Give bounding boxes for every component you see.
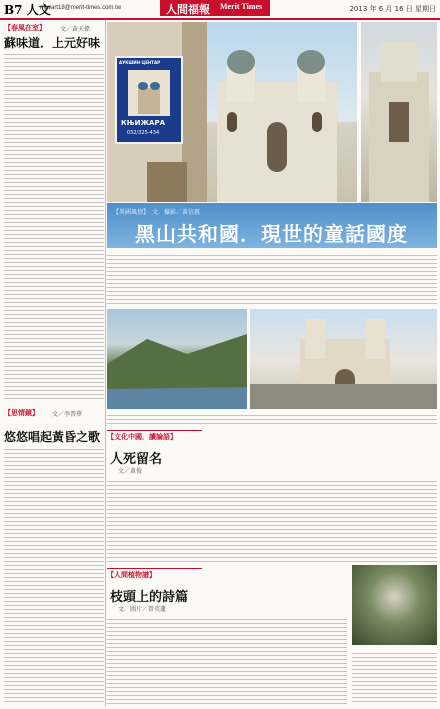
church-photo — [107, 22, 357, 202]
article-title: 人死留名 — [110, 452, 163, 467]
sign-text: КЊИЖАРА — [121, 119, 166, 127]
sign-church-icon — [128, 70, 170, 116]
section-label: 【思情鏡】 — [4, 409, 39, 417]
newspaper-logo — [160, 0, 270, 16]
cathedral-photo — [250, 309, 437, 409]
page-header — [0, 0, 440, 20]
section-email[interactable]: mtwart18@merit-times.com.tw — [40, 5, 122, 11]
byline: 文／黃俊 — [118, 468, 143, 475]
logo-chinese: 人間福報 — [166, 3, 210, 16]
bay-photo — [107, 309, 247, 409]
street-photo — [361, 22, 437, 202]
sign-text: АУКШИН ЦЕНТАР — [119, 60, 161, 65]
page-section: B7 人文 — [4, 3, 51, 17]
article-body — [107, 252, 437, 306]
article-body — [107, 412, 437, 426]
section-label: 【異國風情】 文．攝影／黃信惠 — [113, 209, 201, 216]
article-body — [4, 51, 104, 401]
bookstore-sign — [115, 56, 183, 144]
column-divider — [105, 20, 106, 706]
article-title: 悠悠唱起黃昏之歌 — [4, 430, 101, 444]
feature-title: 黑山共和國．現世的童話國度 — [135, 222, 408, 246]
tree-photo — [352, 565, 437, 645]
issue-date: 2013 年 6 月 16 日 星期日 — [349, 5, 436, 13]
sign-phone: 032/325-434 — [127, 130, 160, 136]
byline: 文．圖片／曾英蓮 — [118, 606, 167, 613]
section-label: 【春風在室】 — [4, 24, 46, 32]
section-label: 【文化中國．讀論語】 — [107, 433, 177, 441]
article-body — [107, 616, 347, 704]
byline: 文／黃天偉 — [60, 26, 91, 33]
feature-banner — [107, 203, 437, 248]
section-label: 【人間植物譜】 — [107, 571, 156, 579]
article-body — [107, 478, 437, 562]
logo-english: Merit Times — [220, 2, 263, 11]
byline: 文／李普華 — [52, 411, 83, 418]
article-title: 蘇味道．上元好味 — [4, 36, 101, 50]
photo-caption — [352, 650, 437, 704]
section-rule — [107, 568, 202, 569]
article-title: 枝頭上的詩篇 — [110, 590, 189, 605]
article-body — [4, 446, 104, 704]
